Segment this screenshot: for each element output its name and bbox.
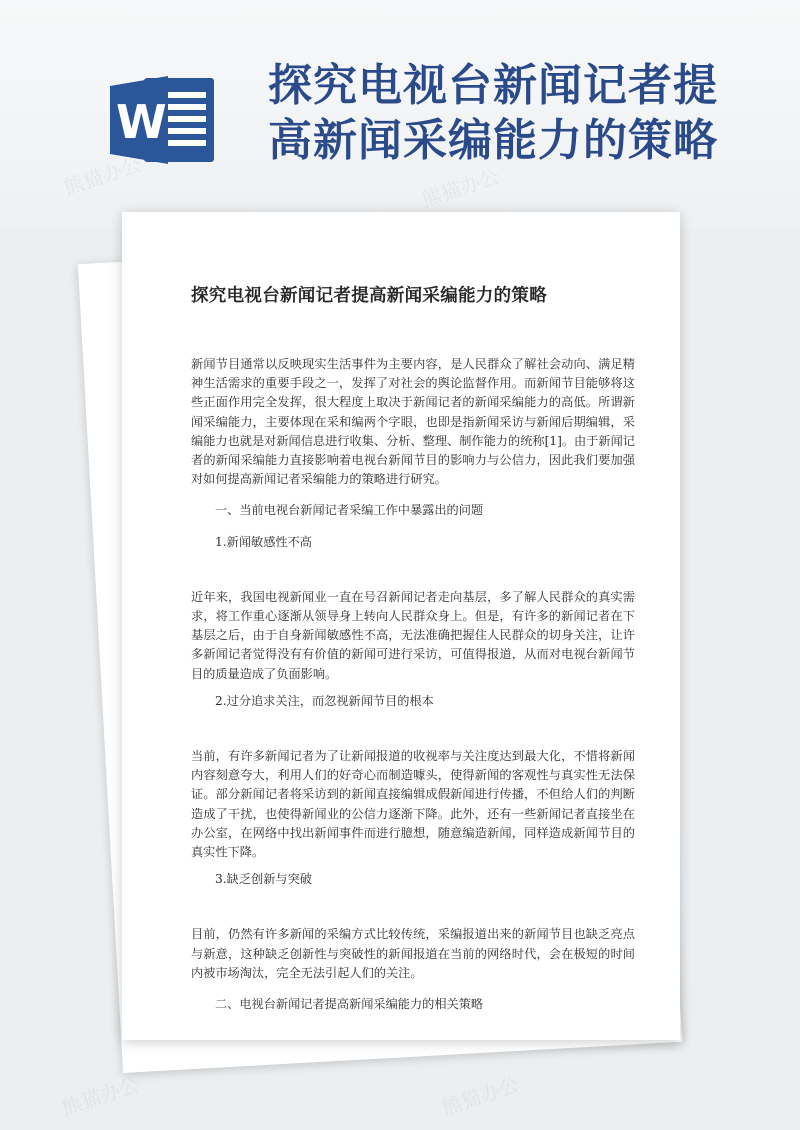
subheading-1: 1.新闻敏感性不高 [215,534,312,549]
subheading-3: 3.缺乏创新与突破 [215,872,312,887]
banner-title: 探究电视台新闻记者提高新闻采编能力的策略 [268,60,718,166]
watermark: 熊猫办公 [438,1072,523,1120]
paragraph-1: 近年来，我国电视新闻业一直在号召新闻记者走向基层，多了解人民群众的真实需求，将工作重心逐渐从领导身上转向人民群众身上。但是，有许多的新闻记者在下基层之后，由于自身新闻敏感性不高，无法准确把握住人民群众的切身关注，让许多新闻记者觉得没有有价值的新闻可进行采访，可值得报道，从而对电视台新闻节目的质量造成了负面影响。 [191,589,635,681]
paragraph-2: 当前，有许多新闻记者为了让新闻报道的收视率与关注度达到最大化，不惜将新闻内容刻意夸大，利用人们的好奇心而制造噱头，使得新闻的客观性与真实性无法保证。部分新闻记者将采访到的新闻直接编辑成假新闻进行传播，不但给人们的判断造成了干扰，也使得新闻业的公信力逐渐下降。此外，还有一些新闻记者直接坐在办公室，在网络中找出新闻事件而进行臆想，随意编造新闻，同样造成新闻节目的真实性下降。 [191,749,635,860]
section-heading-2: 二、电视台新闻记者提高新闻采编能力的相关策略 [215,997,484,1012]
word-logo-letter: W [116,95,167,149]
word-icon [108,72,220,168]
intro-paragraph: 新闻节目通常以反映现实生活事件为主要内容，是人民群众了解社会动向、满足精神生活需求的重要手段之一，发挥了对社会的舆论监督作用。而新闻节目能够将这些正面作用完全发挥，很大程度上取决于新闻记者的新闻采编能力的高低。所谓新闻采编能力，主要体现在采和编两个字眼，也即是指新闻采访与新闻后期编辑，采编能力也就是对新闻信息进行收集、分析、整理、制作能力的统称[1]。由于新闻记者的新闻采编能力直接影响着电视台新闻节目的影响力与公信力，因此我们要加强对如何提高新闻记者采编能力的策略进行研究。 [191,357,635,487]
watermark: 熊猫办公 [58,1072,143,1120]
document-content [191,282,635,1026]
paragraph-3: 目前，仍然有许多新闻的采编方式比较传统，采编报道出来的新闻节目也缺乏亮点与新意，这种缺乏创新性与突破性的新闻报道在当前的网络时代，会在极短的时间内被市场淘汰，完全无法引起人们的关注。 [191,927,635,980]
document-title: 探究电视台新闻记者提高新闻采编能力的策略 [191,286,547,306]
subheading-2: 2.过分追求关注，而忽视新闻节目的根本 [215,693,434,708]
section-heading-1: 一、当前电视台新闻记者采编工作中暴露出的问题 [215,503,484,518]
